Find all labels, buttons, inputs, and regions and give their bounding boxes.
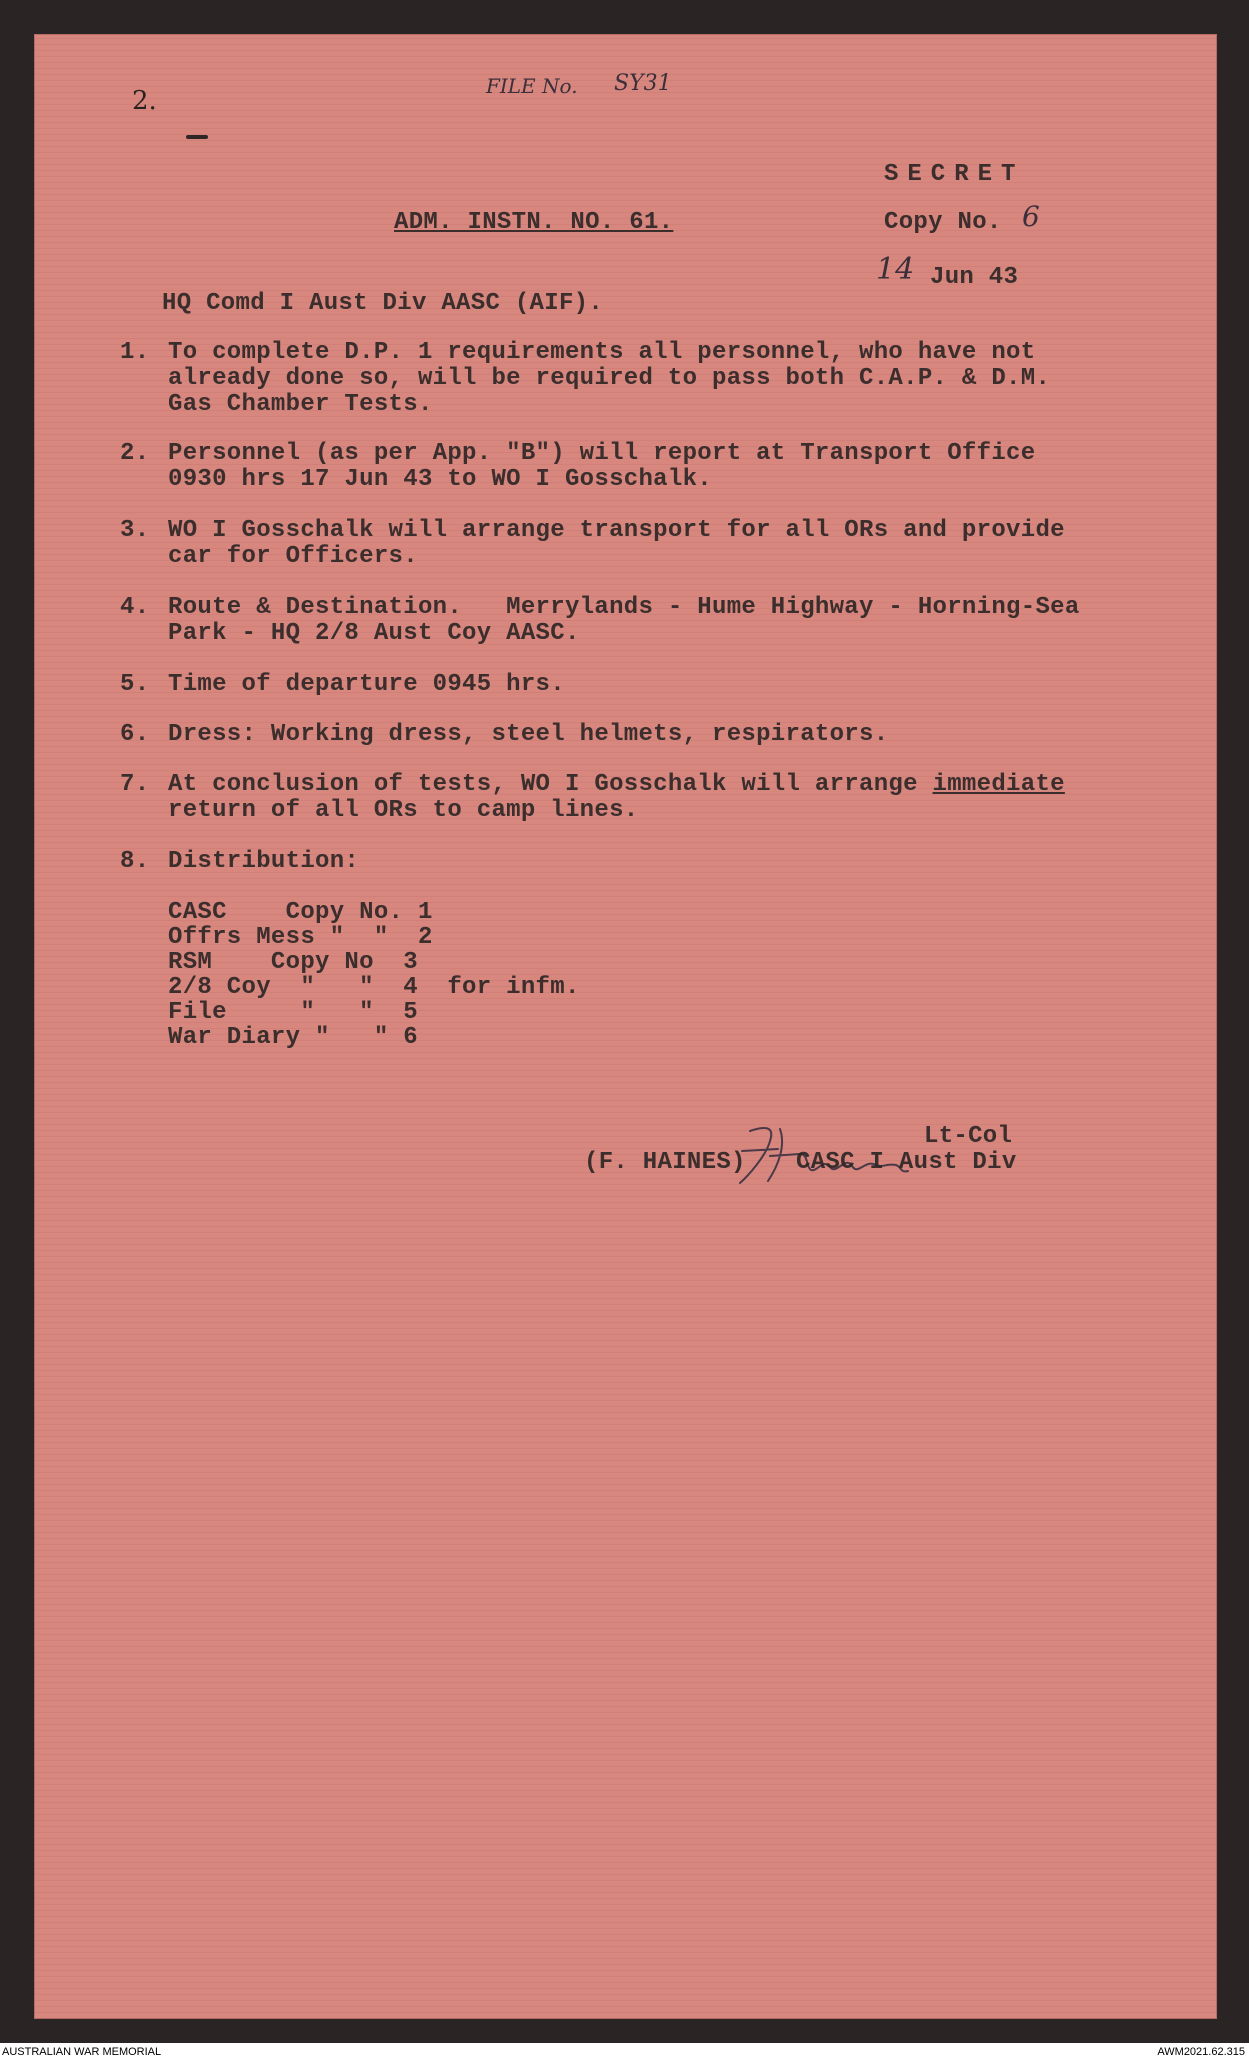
para-3-line-2: car for Officers. (168, 543, 418, 570)
para-8-line-1: Distribution: (168, 848, 360, 875)
para-2-number: 2. (120, 440, 150, 467)
distribution-row: File " " 5 (168, 999, 418, 1026)
copy-number-handwritten: 6 (1022, 200, 1040, 233)
date-day-handwritten: 14 (876, 252, 915, 287)
corner-page-mark: 2. (132, 86, 157, 116)
distribution-row: Offrs Mess " " 2 (168, 924, 433, 951)
para-5-line-1: Time of departure 0945 hrs. (168, 671, 565, 698)
handwritten-file-number: SY31 (614, 71, 672, 96)
para-8-number: 8. (120, 848, 150, 875)
handwritten-file-label: FILE No. (486, 74, 578, 98)
para-4-number: 4. (120, 594, 150, 621)
para-3-line-1: WO I Gosschalk will arrange transport for all ORs and provide (168, 517, 1065, 544)
para-2-line-2: 0930 hrs 17 Jun 43 to WO I Gosschalk. (168, 466, 712, 493)
distribution-row: War Diary " " 6 (168, 1024, 418, 1051)
classification-label: SECRET (884, 161, 1025, 188)
signatory-rank: Lt-Col (924, 1123, 1013, 1150)
instruction-title: ADM. INSTN. NO. 61. (394, 209, 674, 236)
corner-ink-dash (186, 135, 208, 139)
signature-text: F. Haines (730, 1189, 736, 1190)
para-1-line-2: already done so, will be required to pass both C.A.P. & D.M. (168, 365, 1051, 392)
para-7-line-2: return of all ORs to camp lines. (168, 797, 639, 824)
para-6-line-1: Dress: Working dress, steel helmets, respirators. (168, 721, 889, 748)
unit-heading: HQ Comd I Aust Div AASC (AIF). (162, 290, 604, 317)
para-7-line-1 (168, 772, 1065, 798)
para-7-line-1-text: At conclusion of tests, WO I Gosschalk will arrange (168, 771, 933, 798)
signatory-appointment: CASC I Aust Div (796, 1149, 1017, 1176)
document-page (34, 34, 1217, 2019)
para-4-line-2: Park - HQ 2/8 Aust Coy AASC. (168, 620, 580, 647)
para-1-line-3: Gas Chamber Tests. (168, 391, 433, 418)
para-1-number: 1. (120, 339, 150, 366)
para-1-line-1: To complete D.P. 1 requirements all personnel, who have not (168, 339, 1036, 366)
copy-number-label: Copy No. (884, 209, 1002, 236)
distribution-row: CASC Copy No. 1 (168, 899, 433, 926)
para-5-number: 5. (120, 671, 150, 698)
archive-reference: AWM2021.62.315 (1157, 2046, 1245, 2058)
archive-footer (0, 2043, 1249, 2061)
para-7-number: 7. (120, 771, 150, 798)
para-3-number: 3. (120, 517, 150, 544)
para-7-emphasis-immediate: immediate (932, 771, 1065, 798)
para-4-line-1: Route & Destination. Merrylands - Hume Highway - Horning-Sea (168, 594, 1080, 621)
date-month-year: Jun 43 (930, 264, 1019, 291)
distribution-row: 2/8 Coy " " 4 for infm. (168, 974, 580, 1001)
para-2-line-1: Personnel (as per App. "B") will report at Transport Office (168, 440, 1036, 467)
distribution-row: RSM Copy No 3 (168, 949, 418, 976)
para-6-number: 6. (120, 721, 150, 748)
archive-name: AUSTRALIAN WAR MEMORIAL (2, 2046, 162, 2058)
signatory-name: (F. HAINES) (584, 1149, 746, 1176)
